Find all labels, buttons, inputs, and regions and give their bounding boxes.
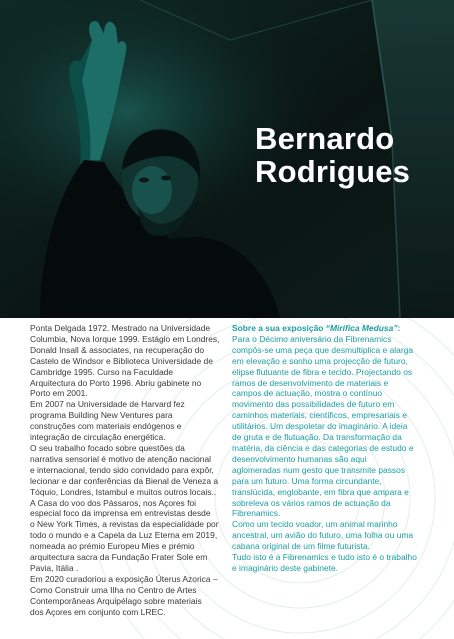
exhibition-line: Tudo isto é a Fibrenamics e tudo isto é o trabalho <box>232 552 417 563</box>
bio-line: Tóquio, Londres, Istambul e muitos outros locais.. <box>30 486 217 497</box>
bio-line: O seu trabalho focado sobre questões da <box>30 442 185 453</box>
bio-line: o New York Times, a revistas da especialidade por <box>30 519 219 530</box>
exhibition-line: cabana original de um filme futurista. <box>232 541 370 552</box>
bio-line: A Casa do voo dos Pássaros, nos Açores foi <box>30 497 197 508</box>
exhibition-line: Para o Décimo aniversário da Fibrenamics <box>232 333 392 344</box>
bio-line: narrativa sensorial é motivo de atenção nacional <box>30 453 212 464</box>
bio-line: Castelo de Windsor e Biblioteca Universidade de <box>30 355 213 366</box>
bio-line: Porto em 2001. <box>30 388 88 399</box>
exhibition-line: para um futuro. Uma forma circundante, <box>232 475 382 486</box>
bio-line: programa Building New Ventures para <box>30 410 173 421</box>
bio-line: lecionar e dar conferências da Bienal de Veneza a <box>30 475 219 486</box>
exhibition-line: desenvolvimento humanas são aqui <box>232 453 367 464</box>
bio-line: Em 2020 curadoriou a exposição Úterus Azorica – <box>30 573 218 584</box>
exhibition-line: ancestral, um avião do futuro, uma folha ou uma <box>232 530 414 541</box>
bio-column <box>30 323 225 617</box>
exhibition-line: caminhos materiais, científicos, empresariais e <box>232 410 407 421</box>
exhibition-line: em elevação e sonho uma projecção de futuro, <box>232 355 408 366</box>
bio-line: nomeada ao prémio Europeu Mies e prémio <box>30 541 195 552</box>
bio-line: e internacional, tendo sido convidado para expôr, <box>30 464 214 475</box>
exhibition-line: de gruta e de flutuação. Da transformação da <box>232 432 402 443</box>
bio-line: todo o mundo e a Capela da Luz Eterna em 2019, <box>30 530 218 541</box>
exhibition-line: utilitários. Um despoletar do imaginário. A ideia <box>232 421 408 432</box>
exhibition-line: ramos de desenvolvimento de materiais e <box>232 377 389 388</box>
bio-line: Cambridge 1995. Curso na Faculdade <box>30 366 174 377</box>
artist-last-name: Rodrigues <box>255 154 411 189</box>
exhibition-line: translúcida, englobante, em fibra que ampara e <box>232 486 409 497</box>
bio-line: Contemporâneas Arquipélago sobre materiais <box>30 595 202 606</box>
exhibition-line: campos de actuação, mostra o contínuo <box>232 388 383 399</box>
artist-first-name: Bernardo <box>255 121 395 156</box>
exhibition-line: Como um tecido voador, um animal marinho <box>232 519 398 530</box>
exhibition-line: sobreleva os vários ramos de actuação da <box>232 497 391 508</box>
bio-line: Arquitectura do Porto 1996. Abriu gabinete no <box>30 377 202 388</box>
bio-line: construções com materiais endógenos e <box>30 421 182 432</box>
exhibition-line: Fibrenamics. <box>232 508 281 519</box>
artist-name <box>255 122 410 188</box>
exhibition-line: movimento das possibilidades de futuro em <box>232 399 395 410</box>
bio-line: Ponta Delgada 1972. Mestrado na Universidade <box>30 323 211 333</box>
bio-line: Em 2007 na Universidade de Harvard fez <box>30 399 185 410</box>
exhibition-line: matéria, da ciência e das categorias de estudo e <box>232 442 414 453</box>
bio-line: Pavia, Itália . <box>30 562 79 573</box>
bio-line: arquitectura sacra da Fundação Frater Sole em <box>30 552 208 563</box>
bio-line: Como Construir uma Ilha no Centro de Artes <box>30 584 197 595</box>
exhibition-line: elipse flutuante de fibra e tecido. Projectando os <box>232 366 413 377</box>
exhibition-line: e imaginário deste gabinete. <box>232 562 339 573</box>
exhibition-column <box>232 323 432 574</box>
exhibition-title: “Mirífica Medusa” <box>325 323 398 333</box>
bio-line: especial foco da imprensa em entrevistas desde <box>30 508 211 519</box>
bio-line: integração de circulação energética. <box>30 432 166 443</box>
exhibition-heading <box>232 323 432 334</box>
exhibition-line: compôs-se uma peça que desmultiplica e alarga <box>232 344 414 355</box>
bio-line: Donald Insall & associates, na recuperação do <box>30 344 205 355</box>
hero-photo <box>0 0 454 318</box>
exhibition-heading-prefix: Sobre a sua exposição <box>232 323 326 333</box>
bio-line: dos Açores em conjunto com LREC. <box>30 606 166 617</box>
exhibition-heading-suffix: : <box>397 323 401 333</box>
bio-line: Columbia, Nova Iorque 1999. Estágio em Londres, <box>30 333 220 344</box>
exhibition-line: aglomeradas num gesto que transmite passos <box>232 464 406 475</box>
